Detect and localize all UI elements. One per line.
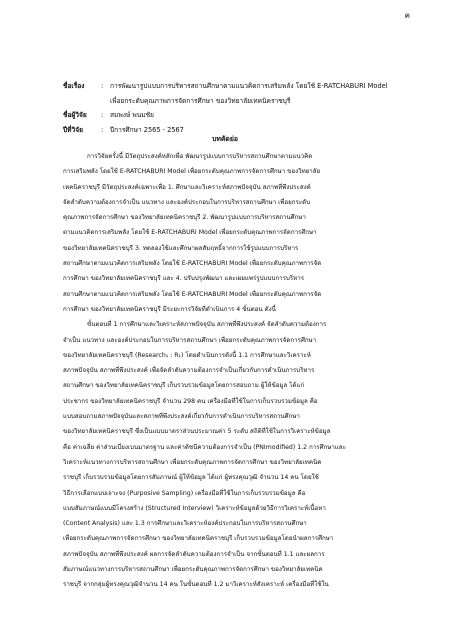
abstract-line: ตามแนวคิดการเสริมพลัง โดยใช้ E-RATCHABURI Model เพื่อยกระดับคุณภาพการจัดการศึกษา <box>63 229 317 237</box>
abstract-line: วิธีการเลือกแบบเจาะจง (Purposive Sampling) เครื่องมือที่ใช้ในการเก็บรวบรวมข้อมูล คือ <box>63 489 306 497</box>
abstract-line: ราชบุรี จากกลุ่มผู้ทรงคุณวุฒิจำนวน 14 คน ในขั้นตอนที่ 1.2 มาวิเคราะห์สังเคราะห์ เครื่องมือที่ใช้ใน <box>63 581 329 589</box>
researcher-row <box>63 108 408 123</box>
year-label: ปีที่วิจัย <box>63 125 83 134</box>
abstract-line: จัดลำดับความต้องการจำเป็น แนวทาง และองค์ประกอบในการบริหารสถานศึกษา เพื่อยกระดับ <box>63 198 311 206</box>
page-number: ฅ <box>404 11 410 20</box>
abstract-line: คือ ค่าเฉลี่ย ค่าส่วนเบี่ยงเบนมาตรฐาน และค่าดัชนีความต้องการจำเป็น (PNImodified) 1.2 การศึกษาและ <box>63 443 346 451</box>
abstract-line: เพื่อยกระดับคุณภาพการจัดการศึกษา ของวิทยาลัยเทคนิคราชบุรี เก็บรวบรวมข้อมูลโดยนำผลการศึกษา <box>63 535 334 543</box>
abstract-line: สภาพปัจจุบัน สภาพที่พึงประสงค์ ผลการจัดลำดับความต้องการจำเป็น จากขั้นตอนที่ 1.1 และผลการ <box>63 550 325 558</box>
abstract-line: วิเคราะห์แนวทางการบริหารสถานศึกษา เพื่อยกระดับคุณภาพการจัดการศึกษา ของวิทยาลัยเทคนิค <box>63 458 322 466</box>
title-line: เพื่อยกระดับคุณภาพการจัดการศึกษา ของวิทยาลัยเทคนิคราชบุรี <box>110 96 291 105</box>
colon: : <box>101 111 104 120</box>
abstract-line: การศึกษา ของวิทยาลัยเทคนิคราชบุรี มีระยะการวิจัยที่ดำเนินการ 4 ขั้นตอน ดังนี้ <box>63 305 276 313</box>
abstract-line: จำเป็น แนวทาง และองค์ประกอบในการบริหารสถานศึกษา เพื่อยกระดับคุณภาพการจัดการศึกษา <box>63 336 317 344</box>
colon: : <box>101 82 104 90</box>
abstract-line: ประชากร ของวิทยาลัยเทคนิคราชบุรี จำนวน 298 คน เครื่องมือที่ใช้ในการเก็บรวบรวมข้อมูล คือ <box>63 397 318 405</box>
researcher-label: ชื่อผู้วิจัย <box>63 111 87 120</box>
abstract-line: ของวิทยาลัยเทคนิคราชบุรี 3. ทดลองใช้และศึกษาผลสัมฤทธิ์จากการใช้รูปแบบการบริหาร <box>63 244 299 252</box>
title-label: ชื่อเรื่อง <box>63 82 85 90</box>
abstract-line: ของวิทยาลัยเทคนิคราชบุรี (Research₁ : R₁) โดยดำเนินการดังนี้ 1.1 การศึกษาและวิเคราะห์ <box>63 351 311 359</box>
title-row <box>63 79 408 108</box>
abstract-line: ราชบุรี เก็บรวบรวมข้อมูลโดยการสัมภาษณ์ ผู้ให้ข้อมูล ได้แก่ ผู้ทรงคุณวุฒิ จำนวน 14 คน โดยใช้ <box>63 474 319 482</box>
abstract-heading: บทคัดย่อ <box>212 135 238 143</box>
abstract-line: คุณภาพการจัดการศึกษา ของวิทยาลัยเทคนิคราชบุรี 2. พัฒนารูปแบบการบริหารสถานศึกษา <box>63 214 306 222</box>
abstract-line: เทคนิคราชบุรี มีวัตถุประสงค์เฉพาะเพื่อ 1. ศึกษาและวิเคราะห์สภาพปัจจุบัน สภาพที่พึงประสงค์ <box>63 183 311 191</box>
abstract-line: สภาพปัจจุบัน สภาพที่พึงประสงค์ เพื่อจัดลำดับความต้องการจำเป็นเกี่ยวกับการดำเนินการบริหาร <box>63 367 315 375</box>
abstract-line: สถานศึกษาตามแนวคิดการเสริมพลัง โดยใช้ E-RATCHABURI Model เพื่อยกระดับคุณภาพการจัด <box>63 260 322 268</box>
abstract-line: แบบสอบถามสภาพปัจจุบันและสภาพที่พึงประสงค์เกี่ยวกับการดำเนินการบริหารสถานศึกษา <box>63 413 300 421</box>
abstract-line: สัมภาษณ์แนวทางการบริหารสถานศึกษา เพื่อยกระดับคุณภาพการจัดการศึกษา ของวิทยาลัยเทคนิค <box>63 566 323 574</box>
researcher-value: สมพงษ์ พนมชัย <box>110 111 154 120</box>
abstract-line: สถานศึกษาตามแนวคิดการเสริมพลัง โดยใช้ E-RATCHABURI Model เพื่อยกระดับคุณภาพการจัด <box>63 290 322 298</box>
abstract-line: สถานศึกษา ของวิทยาลัยเทคนิคราชบุรี เก็บรวบรวมข้อมูลโดยการสอบถาม ผู้ให้ข้อมูล ได้แก่ <box>63 382 305 390</box>
abstract-line: การเสริมพลัง โดยใช้ E-RATCHABURI Model เพื่อยกระดับคุณภาพการจัดการศึกษา ของวิทยาลัย <box>63 168 321 176</box>
title-line: การพัฒนารูปแบบการบริหารสถานศึกษาตามแนวคิดการเสริมพลัง โดยใช้ E-RATCHABURI Model <box>110 82 388 90</box>
abstract-body <box>63 149 408 593</box>
year-value: ปีการศึกษา 2565 - 2567 <box>110 125 184 134</box>
abstract-line: การศึกษา ของวิทยาลัยเทคนิคราชบุรี และ 4. ปรับปรุงพัฒนา และเผยแพร่รูปแบบการบริหาร <box>63 275 305 283</box>
title-value <box>110 79 408 108</box>
abstract-line: ขั้นตอนที่ 1 การศึกษาและวิเคราะห์สภาพปัจจุบัน สภาพที่พึงประสงค์ จัดลำดับความต้องการ <box>87 321 327 329</box>
abstract-line: การวิจัยครั้งนี้ มีวัตถุประสงค์หลักเพื่อ พัฒนารูปแบบการบริหารสถานศึกษาตามแนวคิด <box>87 153 313 160</box>
research-metadata <box>63 79 408 137</box>
abstract-line: แบบสัมภาษณ์แบบมีโครงสร้าง (Structured Interview) วิเคราะห์ข้อมูลด้วยวิธีการวิเคราะห์เนื้อหา <box>63 504 326 512</box>
abstract-line: (Content Analysis) และ 1.3 การศึกษาและวิเคราะห์องค์ประกอบในการบริหารสถานศึกษา <box>63 520 307 528</box>
colon: : <box>101 125 104 134</box>
abstract-line: ของวิทยาลัยเทคนิคราชบุรี ซึ่งเป็นแบบมาตราส่วนประมาณค่า 5 ระดับ สถิติที่ใช้ในการวิเคราะห์ข้อมูล <box>63 428 331 436</box>
